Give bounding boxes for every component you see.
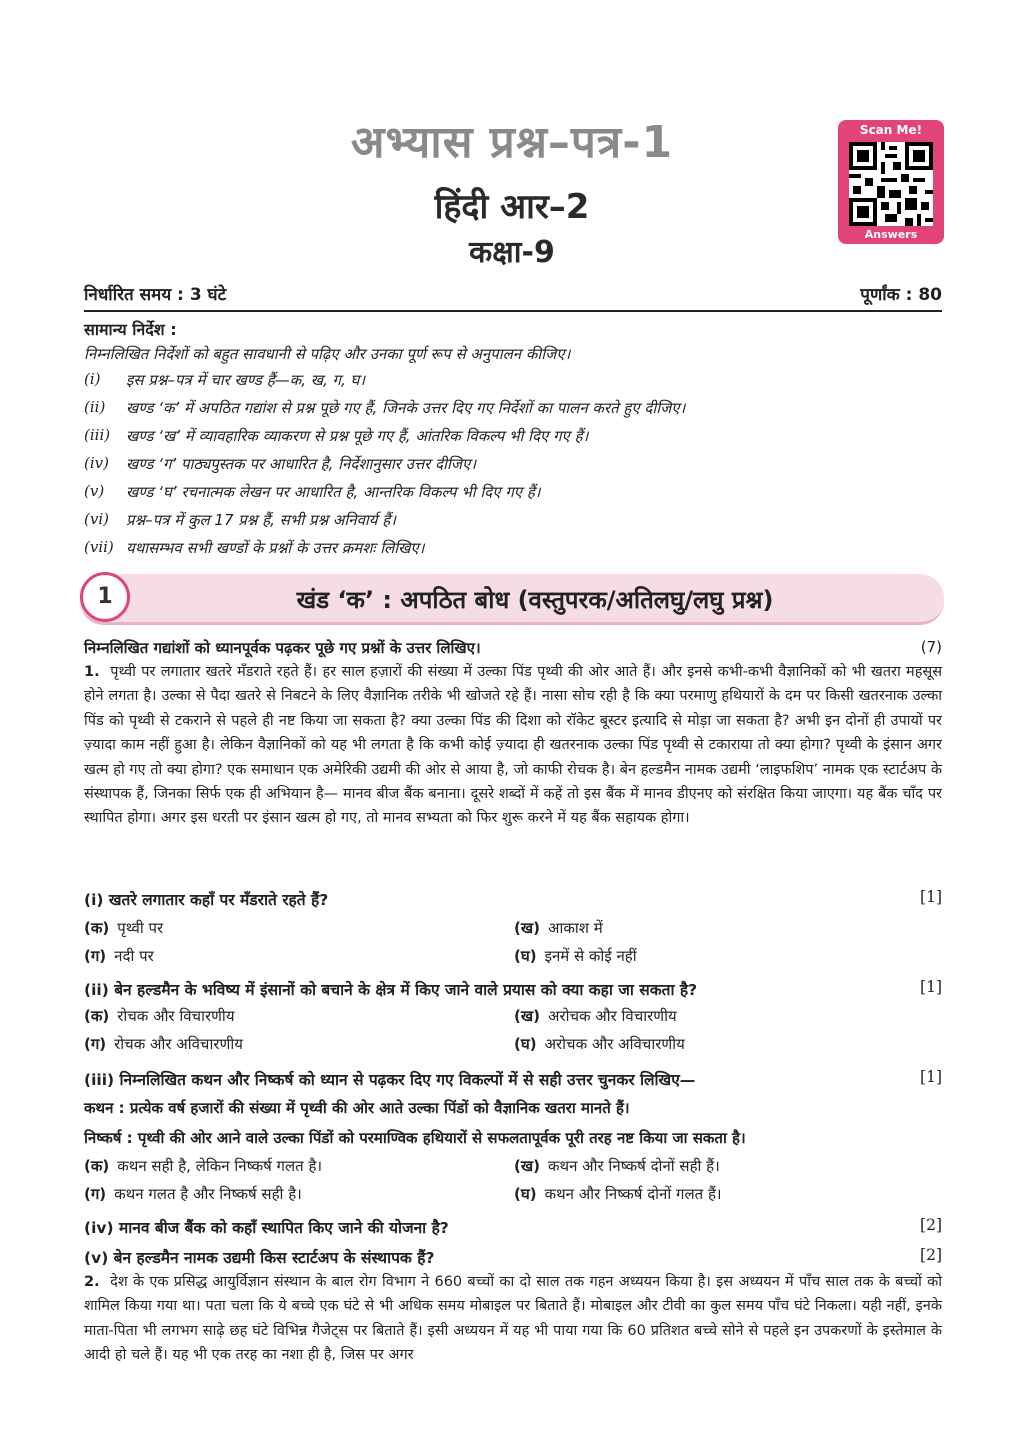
instruction-number: (vii) bbox=[84, 538, 114, 556]
option-label: (घ) bbox=[514, 1185, 537, 1203]
option-kha[interactable] bbox=[514, 1006, 677, 1026]
option-label: (ग) bbox=[84, 1185, 107, 1203]
instruction-item bbox=[84, 538, 942, 566]
instruction-item bbox=[84, 398, 942, 426]
section-banner bbox=[80, 574, 944, 625]
option-gha[interactable] bbox=[514, 1034, 685, 1054]
instruction-number: (ii) bbox=[84, 398, 106, 416]
instruction-item bbox=[84, 370, 942, 398]
options-row bbox=[84, 1156, 942, 1182]
instruction-item bbox=[84, 426, 942, 454]
instruction-number: (v) bbox=[84, 482, 105, 500]
instructions-list bbox=[84, 370, 942, 566]
instruction-text: खण्ड ‘क’ में अपठित गद्यांश से प्रश्न पूछे गए हैं, जिनके उत्तर दिए गए निर्देशों का पालन करते हुए दीजिए। bbox=[126, 399, 686, 417]
time-allowed: निर्धारित समय : 3 घंटे bbox=[84, 285, 227, 305]
option-gha[interactable] bbox=[514, 1184, 722, 1204]
full-marks: पूर्णांक : 80 bbox=[860, 285, 942, 305]
instruction-item bbox=[84, 482, 942, 510]
question-text: (i) खतरे लगातार कहाँ पर मँडराते रहते हैं? bbox=[84, 891, 329, 909]
passage-number: 2. bbox=[84, 1274, 100, 1290]
option-text: कथन और निष्कर्ष दोनों गलत हैं। bbox=[544, 1185, 722, 1203]
option-text: नदी पर bbox=[114, 947, 154, 965]
direction-marks: (7) bbox=[920, 638, 942, 656]
section-number-badge: 1 bbox=[80, 572, 130, 622]
question-text: (iv) मानव बीज बैंक को कहाँ स्थापित किए जाने की योजना है? bbox=[84, 1219, 449, 1237]
instruction-text: खण्ड ‘ख’ में व्यावहारिक व्याकरण से प्रश्न पूछे गए हैं, आंतरिक विकल्प भी दिए गए हैं। bbox=[126, 427, 589, 445]
question-marks: [1] bbox=[920, 888, 942, 906]
instruction-number: (iii) bbox=[84, 426, 111, 444]
options-row bbox=[84, 918, 942, 944]
instruction-number: (iv) bbox=[84, 454, 109, 472]
qr-bottom-label: Answers bbox=[864, 228, 918, 241]
option-text: आकाश में bbox=[547, 919, 603, 937]
option-text: कथन गलत है और निष्कर्ष सही है। bbox=[114, 1185, 302, 1203]
option-text: कथन सही है, लेकिन निष्कर्ष गलत है। bbox=[117, 1157, 323, 1175]
instruction-text: खण्ड ‘ग’ पाठ्यपुस्तक पर आधारित है, निर्देशानुसार उत्तर दीजिए। bbox=[126, 455, 477, 473]
section-title: खंड ‘क’ : अपठित बोध (वस्तुपरक/अतिलघु/लघु प्रश्न) bbox=[296, 586, 774, 614]
options-row bbox=[84, 1006, 942, 1032]
passage-text: पृथ्वी पर लगातार खतरे मँडराते रहते हैं। हर साल हज़ारों की संख्या में उल्का पिंड पृथ्वी की ओर आते हैं। और इनसे कभी-कभी वैज्ञानिकों को भी खतरा महसूस होने लगता है। उल्का से पैदा खतरे से निबटने के लिए वैज्ञानिक तरीके भी खोजते रहे हैं। नासा सोच रही है कि क्या परमाणु हथियारों के दम पर किसी खतरनाक उल्का पिंड को पृथ्वी से टकराने से पहले ही नष्ट किया जा सकता है? क्या उल्का पिंड की दिशा को रॉकेट बूस्टर इत्यादि से मोड़ा जा सकता है? अभी इन दोनों ही उपायों पर ज़्यादा काम नहीं हुआ है। लेकिन वैज्ञानिकों को यह भी लगता है कि कभी कोई ज़्यादा ही खतरनाक उल्का पिंड पृथ्वी से टकाराया तो क्या होगा? पृथ्वी के इंसान अगर खत्म हो गए तो क्या होगा? एक समाधान एक अमेरिकी उद्यमी की ओर से आया है, जो काफी रोचक है। बेन हल्डमैन नामक उद्यमी ‘लाइफशिप’ नामक एक स्टार्टअप के संस्थापक हैं, जिनका सिर्फ एक ही अभियान है— मानव बीज बैंक बनाना। दूसरे शब्दों में कहें तो इस बैंक में मानव डीएनए को संरक्षित किया जाएगा। यह बैंक चाँद पर स्थापित होगा। अगर इस धरती पर इंसान खत्म हो गए, तो मानव सभ्यता को फिर शुरू करने में यह बैंक सहायक होगा। bbox=[84, 664, 943, 827]
conclusion: निष्कर्ष : पृथ्वी की ओर आने वाले उल्का पिंडों को परमाण्विक हथियारों से सफलतापूर्वक पूरी तरह नष्ट किया जा सकता है। bbox=[84, 1129, 746, 1147]
options-row bbox=[84, 946, 942, 972]
option-label: (ख) bbox=[514, 1157, 540, 1175]
instructions-heading: सामान्य निर्देश : bbox=[84, 320, 177, 339]
option-label: (क) bbox=[84, 919, 110, 937]
question-marks: [2] bbox=[920, 1246, 942, 1264]
option-ka[interactable] bbox=[84, 918, 163, 938]
options-row bbox=[84, 1184, 942, 1210]
question-text: (iii) निम्नलिखित कथन और निष्कर्ष को ध्यान से पढ़कर दिए गए विकल्पों में से सही उत्तर चुनकर लिखिए— bbox=[84, 1071, 696, 1089]
option-ka[interactable] bbox=[84, 1006, 235, 1026]
option-text: रोचक और अविचारणीय bbox=[114, 1035, 243, 1053]
option-text: इनमें से कोई नहीं bbox=[544, 947, 637, 965]
option-text: पृथ्वी पर bbox=[117, 919, 164, 937]
question-text: (ii) बेन हल्डमैन के भविष्य में इंसानों को बचाने के क्षेत्र में किए जाने वाले प्रयास को क्या कहा जा सकता है? bbox=[84, 981, 698, 999]
option-label: (ग) bbox=[84, 1035, 107, 1053]
instruction-number: (vi) bbox=[84, 510, 109, 528]
qr-code-icon[interactable] bbox=[849, 142, 933, 226]
question-marks: [2] bbox=[920, 1216, 942, 1234]
option-label: (ग) bbox=[84, 947, 107, 965]
paper-title: अभ्यास प्रश्न–पत्र-1 bbox=[350, 117, 674, 168]
passage-direction bbox=[84, 638, 942, 660]
options-row bbox=[84, 1034, 942, 1060]
option-label: (घ) bbox=[514, 947, 537, 965]
passage-text: देश के एक प्रसिद्ध आयुर्विज्ञान संस्थान के बाल रोग विभाग ने 660 बच्चों का दो साल तक गहन अध्ययन किया है। इस अध्ययन में पाँच साल तक के बच्चों को शामिल किया गया था। पता चला कि ये बच्चे एक घंटे से भी अधिक समय मोबाइल पर बिताते हैं। मोबाइल और टीवी का कुल समय पाँच घंटे निकला। यही नहीं, इनके माता-पिता भी लगभग साढ़े छह घंटे विभिन्न गैजेट्स पर बिताते हैं। इसी अध्ययन में यह भी पाया गया कि 60 प्रतिशत बच्चे सोने से पहले इन उपकरणों के इस्तेमाल के आदी हो चले हैं। यह भी एक तरह का नशा ही है, जिस पर अगर bbox=[84, 1274, 942, 1364]
statement: कथन : प्रत्येक वर्ष हजारों की संख्या में पृथ्वी की ओर आते उल्का पिंडों को वैज्ञानिक खतरा मानते हैं। bbox=[84, 1099, 630, 1117]
option-ga[interactable] bbox=[84, 1034, 243, 1054]
option-text: रोचक और विचारणीय bbox=[117, 1007, 235, 1025]
instruction-item bbox=[84, 510, 942, 538]
question-3 bbox=[84, 1068, 942, 1094]
question-1 bbox=[84, 888, 942, 914]
option-kha[interactable] bbox=[514, 1156, 720, 1176]
question-2 bbox=[84, 978, 942, 1004]
instruction-text: खण्ड ‘घ’ रचनात्मक लेखन पर आधारित है, आन्तरिक विकल्प भी दिए गए हैं। bbox=[126, 483, 541, 501]
direction-text: निम्नलिखित गद्यांशों को ध्यानपूर्वक पढ़कर पूछे गए प्रश्नों के उत्तर लिखिए। bbox=[84, 639, 481, 657]
qr-code-panel[interactable] bbox=[838, 120, 944, 244]
option-ga[interactable] bbox=[84, 946, 154, 966]
qr-top-label: Scan Me! bbox=[859, 123, 923, 137]
option-kha[interactable] bbox=[514, 918, 603, 938]
instruction-text: प्रश्न–पत्र में कुल 17 प्रश्न हैं, सभी प्रश्न अनिवार्य हैं। bbox=[126, 511, 396, 529]
instruction-item bbox=[84, 454, 942, 482]
option-label: (क) bbox=[84, 1007, 110, 1025]
option-text: अरोचक और विचारणीय bbox=[547, 1007, 677, 1025]
passage-number: 1. bbox=[84, 664, 100, 680]
option-gha[interactable] bbox=[514, 946, 637, 966]
option-label: (ख) bbox=[514, 1007, 540, 1025]
option-label: (घ) bbox=[514, 1035, 537, 1053]
instruction-text: इस प्रश्न–पत्र में चार खण्ड हैं—क, ख, ग, घ। bbox=[126, 371, 366, 389]
option-label: (क) bbox=[84, 1157, 110, 1175]
option-ka[interactable] bbox=[84, 1156, 322, 1176]
question-marks: [1] bbox=[920, 978, 942, 996]
class-title: कक्षा-9 bbox=[469, 235, 555, 270]
instruction-number: (i) bbox=[84, 370, 101, 388]
meta-row bbox=[84, 282, 942, 312]
passage-2 bbox=[84, 1270, 942, 1368]
instruction-text: यथासम्भव सभी खण्डों के प्रश्नों के उत्तर क्रमशः लिखिए। bbox=[126, 539, 425, 557]
subject-title: हिंदी आर–2 bbox=[434, 187, 590, 227]
question-marks: [1] bbox=[920, 1068, 942, 1086]
option-label: (ख) bbox=[514, 919, 540, 937]
passage-1 bbox=[84, 660, 942, 831]
option-ga[interactable] bbox=[84, 1184, 302, 1204]
question-5 bbox=[84, 1246, 942, 1272]
question-4 bbox=[84, 1216, 942, 1242]
question-text: (v) बेन हल्डमैन नामक उद्यमी किस स्टार्टअप के संस्थापक हैं? bbox=[84, 1249, 435, 1267]
option-text: अरोचक और अविचारणीय bbox=[544, 1035, 685, 1053]
option-text: कथन और निष्कर्ष दोनों सही हैं। bbox=[547, 1157, 720, 1175]
instructions-intro: निम्नलिखित निर्देशों को बहुत सावधानी से पढ़िए और उनका पूर्ण रूप से अनुपालन कीजिए। bbox=[84, 345, 571, 363]
